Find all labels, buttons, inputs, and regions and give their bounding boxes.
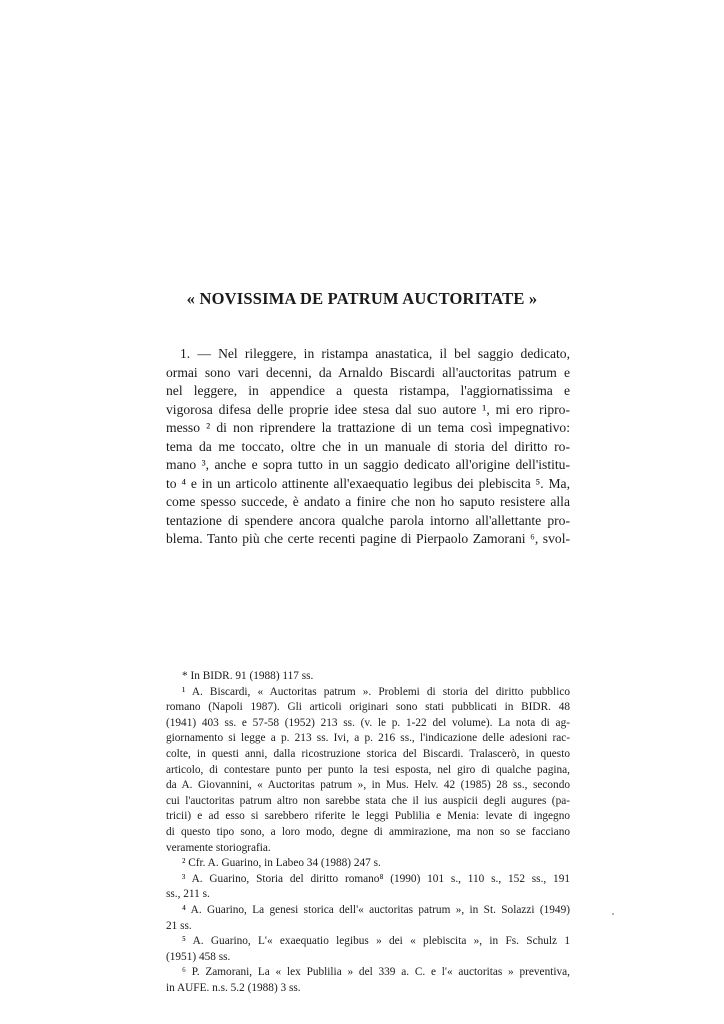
paragraph-line: mano ³, anche e sopra tutto in un saggio dedicato all'origine dell'istitu-	[166, 457, 570, 472]
footnote-line: ² Cfr. A. Guarino, in Labeo 34 (1988) 247 s.	[182, 857, 381, 870]
footnotes	[166, 669, 570, 996]
paragraph-line: blema. Tanto più che certe recenti pagine di Pierpaolo Zamorani ⁶, svol-	[166, 531, 570, 546]
footnote-line: ⁵ A. Guarino, L'« exaequatio legibus » dei « plebiscita », in Fs. Schulz 1	[182, 935, 570, 948]
footnote-line: cui l'auctoritas patrum altro non sarebbe stata che il ius auspicii degli augures (pa-	[166, 794, 570, 807]
paragraph-line: come spesso succede, è andato a finire che non ho saputo resistere alla	[166, 494, 570, 509]
footnote-line: da A. Giovannini, « Auctoritas patrum », in Mus. Helv. 42 (1985) 28 ss., secondo	[166, 779, 570, 792]
footnote-line: ³ A. Guarino, Storia del diritto romano⁸ (1990) 101 s., 110 s., 152 ss., 191	[182, 872, 570, 885]
paragraph-line: vigorosa difesa delle proprie idee stesa dal suo autore ¹, mi ero ripro-	[166, 401, 570, 417]
footnote-line: colte, in questi anni, dalla ricostruzione storica del Biscardi. Tralascerò, in questo	[166, 747, 570, 760]
footnote-line: romano (Napoli 1987). Gli articoli originari sono stati pubblicati in BIDR. 48	[166, 701, 570, 714]
paragraph-line: 1. — Nel rileggere, in ristampa anastatica, il bel saggio dedicato,	[180, 346, 570, 361]
footnote-line: veramente storiografia.	[166, 841, 271, 854]
paragraph-line: nel leggere, in appendice a questa ristampa, l'aggiornatissima e	[166, 383, 570, 398]
footnote-line: di questo tipo sono, a loro modo, degne di ammirazione, ma non so se facciano	[166, 825, 570, 838]
page-title: « NOVISSIMA DE PATRUM AUCTORITATE »	[186, 289, 538, 308]
paragraph-line: ormai sono vari decenni, da Arnaldo Biscardi all'auctoritas patrum e	[166, 364, 570, 380]
footnote-line: ss., 211 s.	[166, 888, 210, 901]
footnote-line: (1941) 403 ss. e 57-58 (1952) 213 ss. (v. le p. 1-22 del volume). La nota di ag-	[166, 716, 570, 729]
paragraph-line: messo ² di non riprendere la trattazione di un tema così impegnativo:	[166, 420, 570, 435]
footnote-line: articolo, di contestare punto per punto la tesi esposta, nel giro di qualche pagina,	[166, 763, 570, 776]
scan-speck	[612, 913, 614, 915]
footnote-line: (1951) 458 ss.	[166, 950, 231, 963]
footnote-line: ⁶ P. Zamorani, La « lex Publilia » del 339 a. C. e l'« auctoritas » preventiva,	[182, 966, 570, 979]
paragraph-line: to ⁴ e in un articolo attinente all'exaequatio legibus dei plebiscita ⁵. Ma,	[166, 475, 570, 491]
footnote-line: tricii) e ad esso si sarebbero riferite le leggi Publilia e Menia: levate di ingegno	[166, 810, 570, 823]
footnote-line: ¹ A. Biscardi, « Auctoritas patrum ». Problemi di storia del diritto pubblico	[182, 685, 570, 698]
footnote-line: giornamento si legge a p. 213 ss. Ivi, a p. 216 ss., l'indicazione delle adesioni rac-	[166, 732, 570, 745]
paragraph-line: tentazione di spendere ancora qualche parola intorno all'allettante pro-	[166, 512, 570, 528]
paragraph-line: tema da me toccato, oltre che in un manuale di storia del diritto ro-	[166, 438, 570, 454]
body-paragraph	[166, 345, 570, 549]
footnote-line: in AUFE. n.s. 5.2 (1988) 3 ss.	[166, 981, 301, 994]
footnote-line: ⁴ A. Guarino, La genesi storica dell'« auctoritas patrum », in St. Solazzi (1949)	[182, 903, 570, 916]
footnote-line: * In BIDR. 91 (1988) 117 ss.	[182, 670, 314, 682]
footnote-line: 21 ss.	[166, 919, 192, 932]
